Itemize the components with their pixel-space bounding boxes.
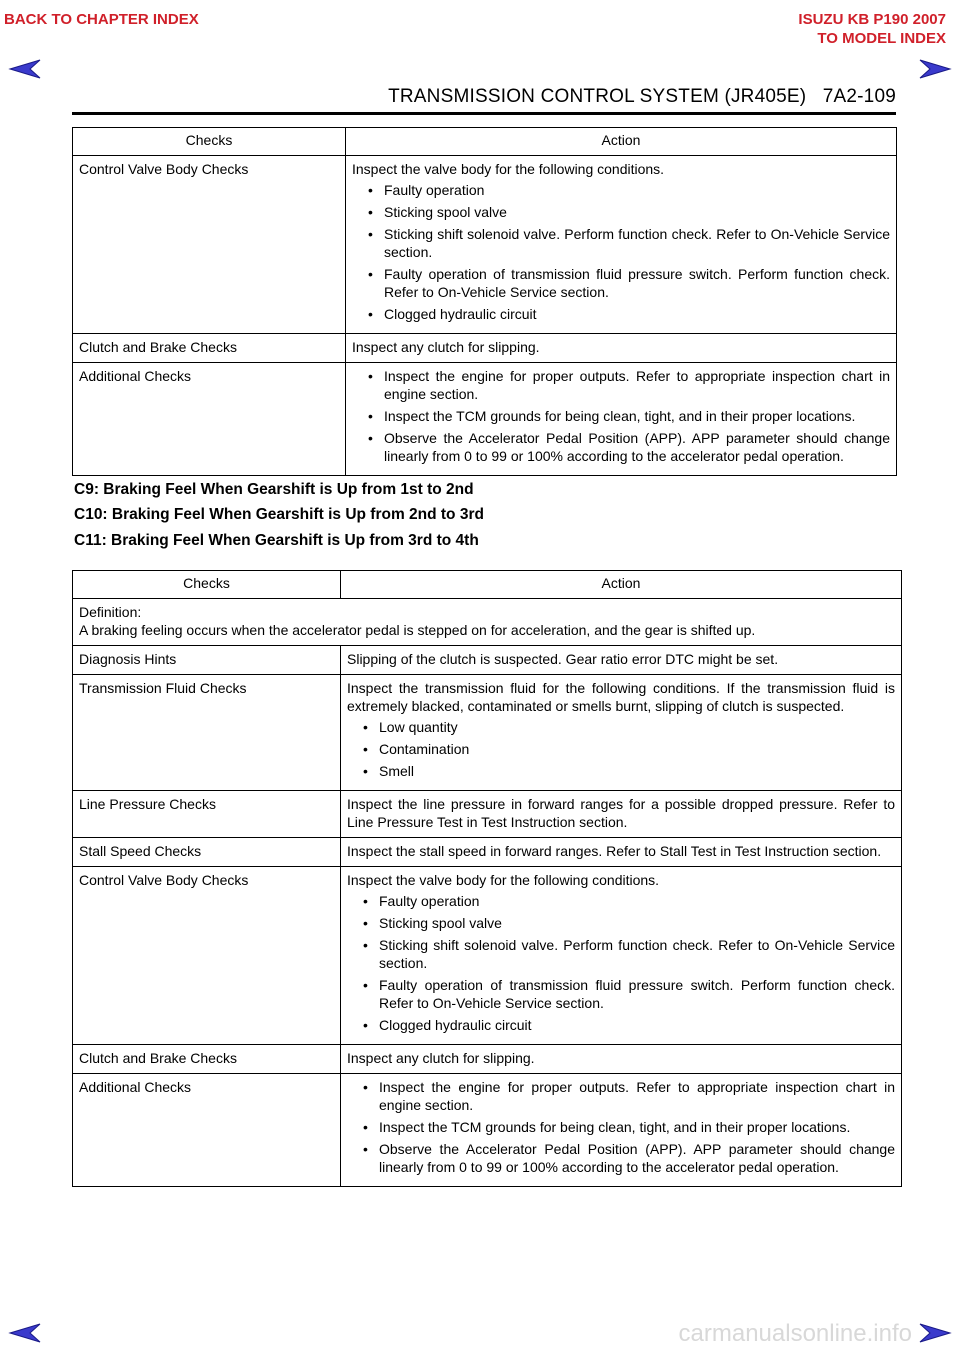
table-row <box>73 791 902 838</box>
check-cell: Clutch and Brake Checks <box>73 1045 341 1074</box>
list-item: • Smell <box>347 762 895 780</box>
action-cell: Inspect the line pressure in forward ranges for a possible dropped pressure. Refer to Line Pressure Test in Test Instruction section. <box>341 791 902 838</box>
list-item: • Observe the Accelerator Pedal Position (APP). APP parameter should change linearly from 0 to 99 or 100% according to the accelerator pedal operation. <box>347 1140 895 1176</box>
definition-label: Definition: <box>79 604 142 620</box>
list-item: • Faulty operation of transmission fluid pressure switch. Perform function check. Refer to On-Vehicle Service section. <box>352 265 890 301</box>
list-item: • Sticking shift solenoid valve. Perform function check. Refer to On-Vehicle Service section. <box>352 225 890 261</box>
previous-page-arrow-icon[interactable] <box>8 1322 42 1344</box>
definition-cell <box>73 599 902 646</box>
list-item: • Low quantity <box>347 718 895 736</box>
header-page-number: 7A2-109 <box>822 86 896 107</box>
list-item: • Sticking shift solenoid valve. Perform function check. Refer to On-Vehicle Service section. <box>347 936 895 972</box>
next-page-arrow-icon[interactable] <box>918 58 952 80</box>
list-item: • Contamination <box>347 740 895 758</box>
action-text: Inspect the transmission fluid for the following conditions. If the transmission fluid is extremely blacked, contaminated or smells burnt, slipping of clutch is suspected. <box>347 680 895 714</box>
check-cell: Control Valve Body Checks <box>73 156 346 334</box>
header-rule <box>72 112 896 115</box>
list-item: • Sticking spool valve <box>347 914 895 932</box>
model-title-link[interactable]: ISUZU KB P190 2007 <box>798 11 946 28</box>
bullet-list <box>347 1078 895 1176</box>
check-cell: Line Pressure Checks <box>73 791 341 838</box>
list-item: • Observe the Accelerator Pedal Position (APP). APP parameter should change linearly from 0 to 99 or 100% according to the accelerator pedal operation. <box>352 429 890 465</box>
action-cell: Slipping of the clutch is suspected. Gear ratio error DTC might be set. <box>341 646 902 675</box>
table-header-row <box>73 128 897 156</box>
col-header-action: Action <box>341 571 902 599</box>
action-cell <box>346 156 897 334</box>
list-item: • Inspect the TCM grounds for being clean, tight, and in their proper locations. <box>347 1118 895 1136</box>
section-heading-c10: C10: Braking Feel When Gearshift is Up from 2nd to 3rd <box>74 506 484 523</box>
check-cell: Clutch and Brake Checks <box>73 334 346 363</box>
back-to-chapter-index-link[interactable]: BACK TO CHAPTER INDEX <box>4 11 199 28</box>
col-header-action: Action <box>346 128 897 156</box>
list-item: • Inspect the engine for proper outputs. Refer to appropriate inspection chart in engine section. <box>347 1078 895 1114</box>
bullet-list <box>347 892 895 1034</box>
action-cell <box>346 363 897 476</box>
table-header-row <box>73 571 902 599</box>
table-row <box>73 363 897 476</box>
model-index-block[interactable] <box>798 10 946 48</box>
check-cell: Additional Checks <box>73 1074 341 1187</box>
next-page-arrow-icon[interactable] <box>918 1322 952 1344</box>
table-row <box>73 675 902 791</box>
table-row <box>73 1074 902 1187</box>
list-item: • Faulty operation <box>352 181 890 199</box>
section-heading-c11: C11: Braking Feel When Gearshift is Up from 3rd to 4th <box>74 532 479 549</box>
table-row <box>73 838 902 867</box>
list-item: • Inspect the TCM grounds for being clean, tight, and in their proper locations. <box>352 407 890 425</box>
col-header-checks: Checks <box>73 128 346 156</box>
table-row <box>73 867 902 1045</box>
table-row <box>73 1045 902 1074</box>
previous-page-arrow-icon[interactable] <box>8 58 42 80</box>
watermark: carmanualsonline.info <box>678 1320 912 1347</box>
list-item: • Faulty operation of transmission fluid pressure switch. Perform function check. Refer to On-Vehicle Service section. <box>347 976 895 1012</box>
table-row <box>73 334 897 363</box>
table-row <box>73 156 897 334</box>
bullet-list <box>352 367 890 465</box>
check-cell: Diagnosis Hints <box>73 646 341 675</box>
model-index-link[interactable]: TO MODEL INDEX <box>817 30 946 47</box>
page-header <box>388 86 896 108</box>
col-header-checks: Checks <box>73 571 341 599</box>
action-text: Inspect the valve body for the following conditions. <box>347 872 660 888</box>
action-cell: Inspect any clutch for slipping. <box>341 1045 902 1074</box>
check-cell: Transmission Fluid Checks <box>73 675 341 791</box>
check-cell: Additional Checks <box>73 363 346 476</box>
header-title: TRANSMISSION CONTROL SYSTEM (JR405E) <box>388 86 807 107</box>
action-cell: Inspect the stall speed in forward ranges. Refer to Stall Test in Test Instruction section. <box>341 838 902 867</box>
list-item: • Clogged hydraulic circuit <box>352 305 890 323</box>
list-item: • Clogged hydraulic circuit <box>347 1016 895 1034</box>
list-item: • Faulty operation <box>347 892 895 910</box>
section-heading-c9: C9: Braking Feel When Gearshift is Up from 1st to 2nd <box>74 481 474 498</box>
action-cell <box>341 867 902 1045</box>
list-item: • Sticking spool valve <box>352 203 890 221</box>
checks-table-2 <box>72 570 902 1187</box>
bullet-list <box>347 718 895 780</box>
table-row <box>73 646 902 675</box>
action-cell <box>341 1074 902 1187</box>
action-cell <box>341 675 902 791</box>
list-item: • Inspect the engine for proper outputs. Refer to appropriate inspection chart in engine section. <box>352 367 890 403</box>
check-cell: Control Valve Body Checks <box>73 867 341 1045</box>
action-cell: Inspect any clutch for slipping. <box>346 334 897 363</box>
action-text: Inspect the valve body for the following conditions. <box>352 161 665 177</box>
check-cell: Stall Speed Checks <box>73 838 341 867</box>
definition-text: A braking feeling occurs when the accelerator pedal is stepped on for acceleration, and the gear is shifted up. <box>79 622 756 638</box>
definition-row <box>73 599 902 646</box>
bullet-list <box>352 181 890 323</box>
checks-table-1 <box>72 127 897 476</box>
